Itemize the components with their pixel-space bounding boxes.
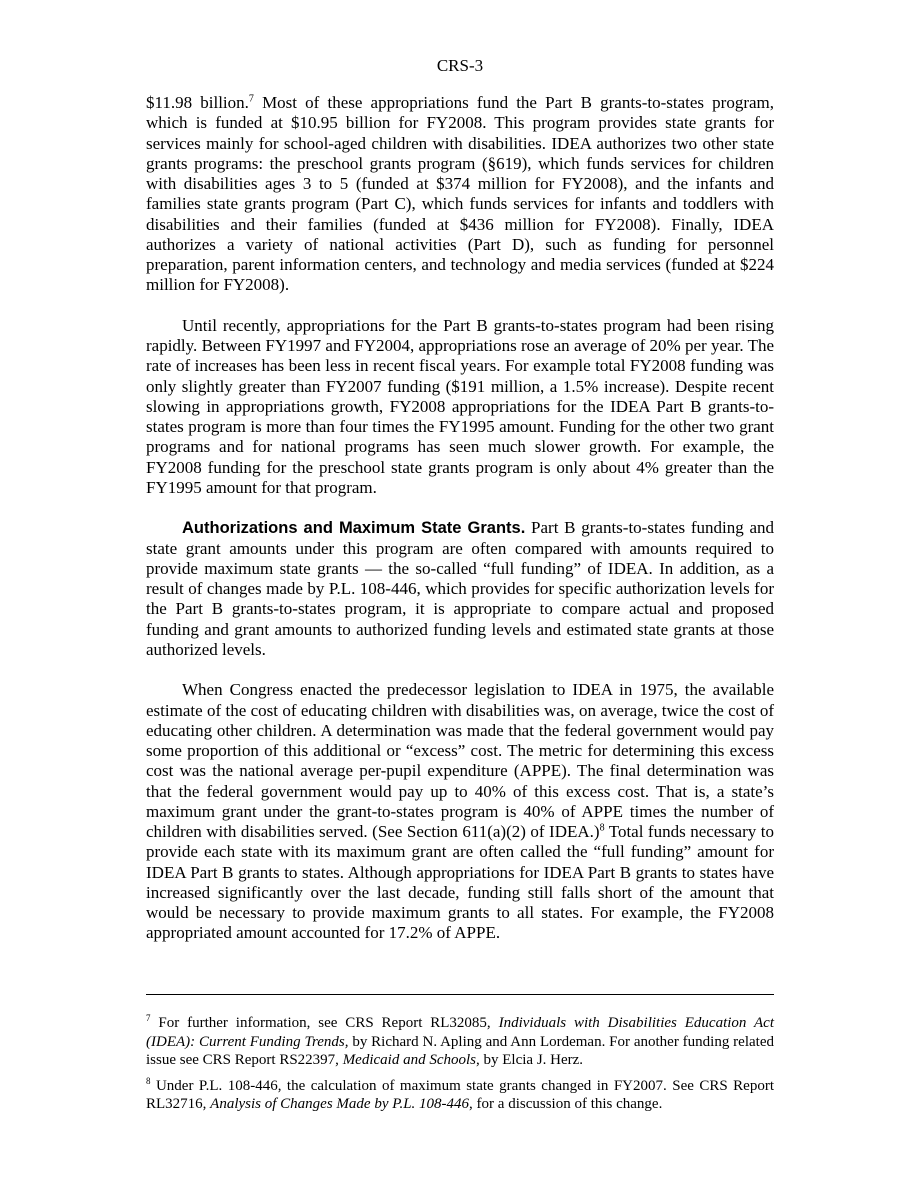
paragraph-text: Most of these appropriations fund the Part B grants-to-states program, which is funded at $10.95 billion for FY2008. This program provides state grants for services mainly for school-aged children with disabilities. IDEA authorizes two other state grants programs: the preschool grants program (§619), which funds services for children with disabilities ages 3 to 5 (funded at $374 million for FY2008), and the infants and families state grants program (Part C), which funds services for infants and toddlers with disabilities and their families (funded at $436 million for FY2008). Finally, IDEA authorizes a variety of national activities (Part D), such as funding for personnel preparation, parent information centers, and technology and media services (funded at $224 million for FY2008).: [146, 93, 774, 295]
footnote-ref-7[interactable]: 7: [248, 93, 254, 105]
footnote-7: [146, 1014, 774, 1070]
footnote-text: by Richard N. Apling and Ann Lordeman. For another funding related issue see CRS Report RS22397,: [146, 1033, 774, 1068]
paragraph-text: Total funds necessary to provide each state with its maximum grant are often called the “full funding” amount for IDEA Part B grants to states. Although appropriations for IDEA Part B grants to states have increased significantly over the last decade, funding still falls short of the amount that would be necessary to provide maximum grants to all states. For example, the FY2008 appropriated amount accounted for 17.2% of APPE.: [146, 822, 774, 943]
report-title: Analysis of Changes Made by P.L. 108-446: [210, 1096, 470, 1112]
footnote-ref-8[interactable]: 8: [599, 822, 605, 834]
paragraph-text: Part B grants-to-states funding and state grant amounts under this program are often compared with amounts required to provide maximum state grants — the so-called “full funding” of IDEA. In addition, as a result of changes made by P.L. 108-446, which provides for specific authorization levels for the Part B grants-to-states program, it is appropriate to compare actual and proposed funding and grant amounts to authorized funding levels and estimated state grants at those authorized levels.: [146, 518, 774, 659]
paragraph-appropriations-growth: Until recently, appropriations for the Part B grants-to-states program had been rising rapidly. Between FY1997 and FY2004, appropriations rose an average of 20% per year. The rate of increases has been less in recent fiscal years. For example total FY2008 funding was only slightly greater than FY2007 funding ($191 million, a 1.5% increase). Despite recent slowing in appropriations growth, FY2008 appropriations for the IDEA Part B grants-to-states program is more than four times the FY1995 amount. Funding for the other two grant programs and for national programs has seen much slower growth. For example, the FY2008 funding for the preschool state grants program is only about 4% greater than the FY1995 amount for that program.: [146, 315, 774, 497]
page-number-header: CRS-3: [436, 56, 484, 75]
footnote-8: [146, 1077, 774, 1114]
footnote-divider: [146, 994, 774, 995]
footnotes: [146, 1014, 774, 1121]
report-title: Medicaid and Schools: [342, 1052, 476, 1068]
paragraph-text: When Congress enacted the predecessor legislation to IDEA in 1975, the available estimate of the cost of educating children with disabilities was, on average, twice the cost of educating other children. A determination was made that the federal government would pay some proportion of this additional or “excess” cost. The metric for determining this excess cost was the national average per-pupil expenditure (APPE). The final determination was that the federal government would pay up to 40% of this excess cost. That is, a state’s maximum grant under the grant-to-states program is 40% of APPE times the number of children with disabilities served. (See Section 611(a)(2) of IDEA.): [146, 680, 774, 841]
paragraph-funding-overview: [146, 93, 774, 296]
footnote-marker: 8: [146, 1075, 151, 1086]
paragraph-full-funding: [146, 680, 774, 943]
body-text: [146, 93, 774, 964]
footnote-text: , for a discussion of this change.: [469, 1096, 663, 1112]
paragraph-authorizations: [146, 518, 774, 660]
footnote-text: For further information, see CRS Report RL32085,: [150, 1015, 499, 1031]
footnote-text: , by Elcia J. Herz.: [476, 1052, 584, 1068]
section-heading: Authorizations and Maximum State Grants.: [182, 519, 526, 538]
report-title: Individuals with Disabilities Education Act (IDEA): Current Funding Trends,: [146, 1015, 775, 1050]
footnote-marker: 7: [146, 1013, 151, 1023]
footnote-text: Under P.L. 108-446, the calculation of maximum state grants changed in FY2007. See CRS Report RL32716,: [146, 1077, 774, 1112]
paragraph-text: $11.98 billion.: [146, 93, 249, 112]
